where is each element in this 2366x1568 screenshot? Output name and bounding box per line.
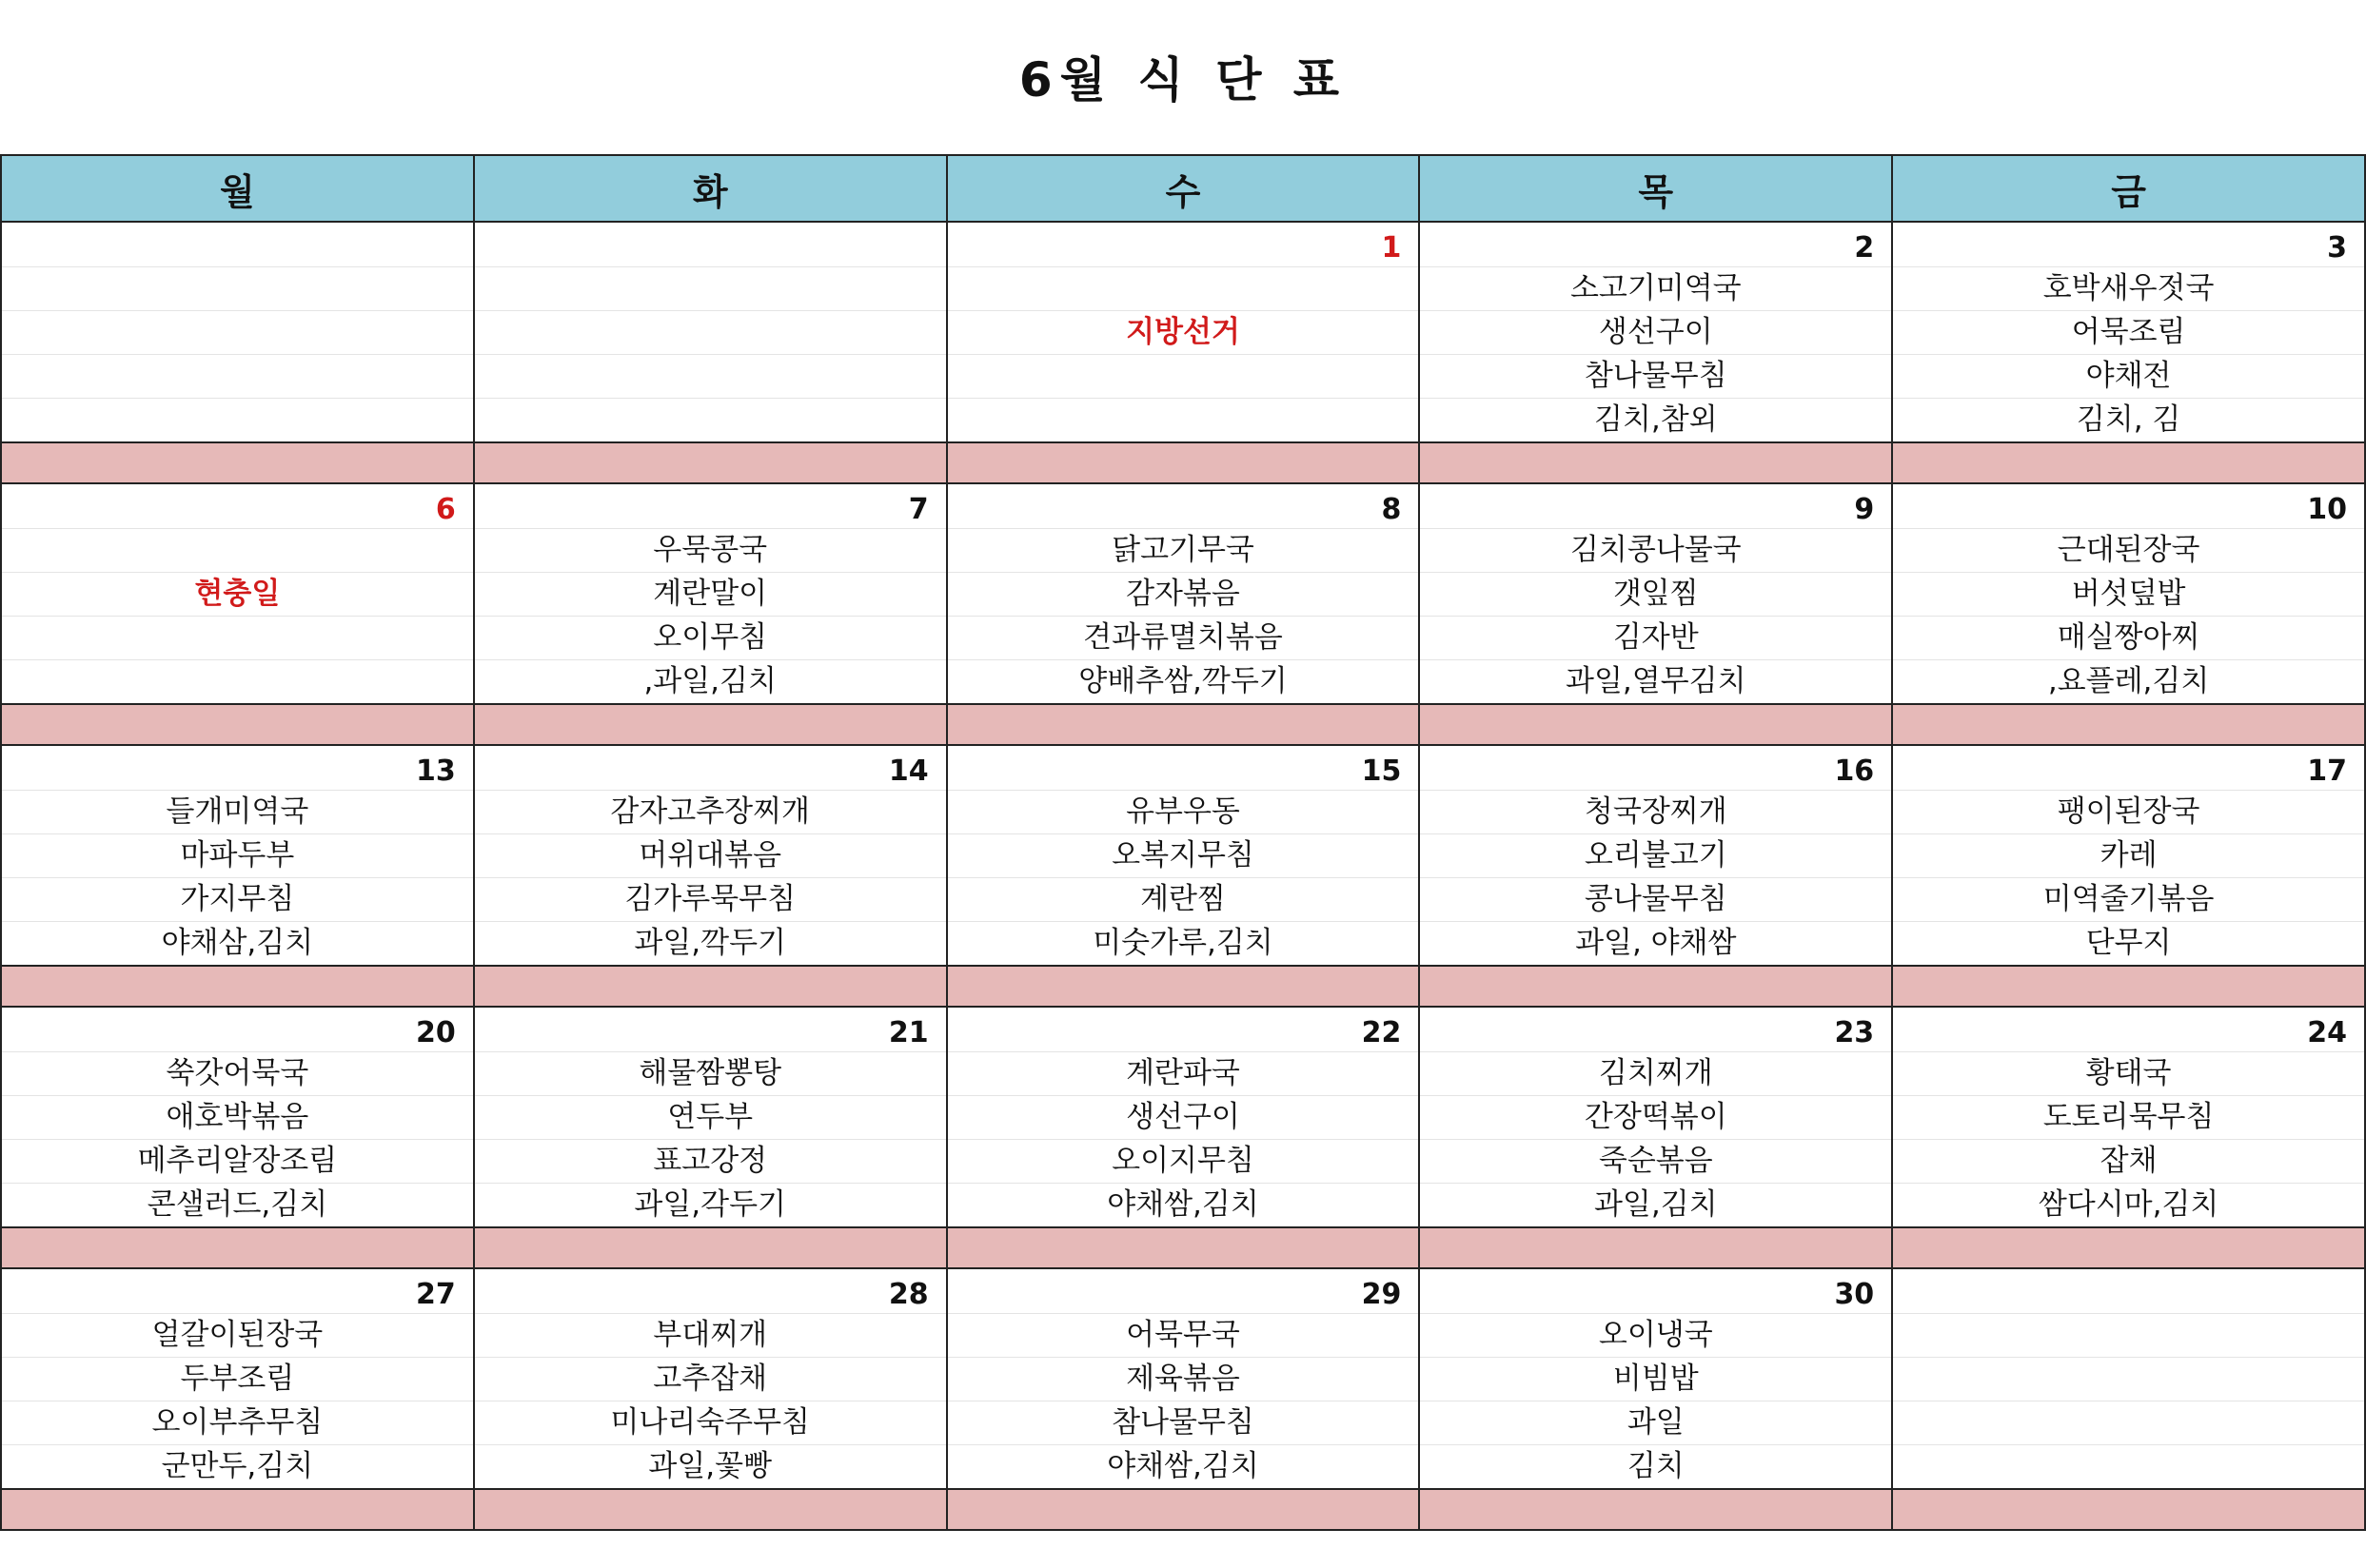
menu-item: 버섯덮밥 [2071, 577, 2186, 611]
week-separator-row [1893, 1226, 2366, 1269]
menu-item: 들개미역국 [166, 794, 309, 829]
menu-item: 고추잡채 [653, 1362, 768, 1396]
day-cell[interactable] [2, 484, 475, 703]
day-cell[interactable] [2, 746, 475, 965]
week-separator-row [948, 441, 1421, 484]
day-cell[interactable] [948, 484, 1421, 703]
day-cell[interactable] [948, 1269, 1421, 1488]
menu-item: 황태국 [2085, 1056, 2172, 1090]
day-number: 10 [2307, 493, 2347, 526]
day-cell[interactable] [1420, 1008, 1893, 1226]
menu-item: 야채쌈,김치 [1107, 1187, 1259, 1222]
menu-list [2, 1313, 473, 1488]
menu-list [1420, 528, 1891, 703]
day-number: 28 [888, 1278, 929, 1311]
week-separator-row [1420, 1226, 1893, 1269]
day-cell[interactable] [948, 223, 1421, 441]
menu-item: 쌈다시마,김치 [2038, 1187, 2219, 1222]
day-number: 15 [1361, 755, 1402, 788]
menu-item: 김치,참외 [1593, 402, 1718, 437]
menu-item: ,요플레,김치 [2047, 664, 2210, 698]
menu-item: 잡채 [2100, 1144, 2158, 1178]
cell-gridline [2, 528, 473, 529]
weekday-header[interactable]: 목 [1420, 156, 1893, 223]
week-separator-row [2, 965, 475, 1008]
day-cell[interactable] [1893, 223, 2366, 441]
menu-item: 해물짬뽕탕 [639, 1056, 782, 1090]
menu-item: 콩나물무침 [1584, 882, 1727, 916]
weekday-header[interactable]: 수 [948, 156, 1421, 223]
menu-item: 김치찌개 [1598, 1056, 1713, 1090]
menu-item: 메추리알장조림 [137, 1144, 338, 1178]
cell-gridline [948, 266, 1419, 267]
menu-item: 군만두,김치 [161, 1449, 314, 1483]
day-cell[interactable] [1893, 1008, 2366, 1226]
menu-list [475, 790, 946, 965]
menu-item: 오이지무침 [1112, 1144, 1254, 1178]
cell-gridline [948, 398, 1419, 399]
menu-item: 김치 [1627, 1449, 1685, 1483]
cell-gridline [475, 354, 946, 355]
menu-list [948, 528, 1419, 703]
menu-item: 갯잎찜 [1612, 577, 1699, 611]
menu-item: 매실짱아찌 [2057, 620, 2200, 655]
menu-list [1893, 1051, 2364, 1226]
week-separator-row [2, 703, 475, 746]
day-number: 6 [435, 493, 456, 526]
meal-calendar-grid [0, 154, 2366, 1531]
menu-list [1893, 266, 2364, 441]
menu-list [475, 528, 946, 703]
menu-item: 오이무침 [653, 620, 768, 655]
week-separator-row [1420, 703, 1893, 746]
week-separator-row [1420, 1488, 1893, 1531]
week-separator-row [2, 1488, 475, 1531]
menu-item: 참나물무침 [1112, 1405, 1254, 1440]
menu-item: 과일,꽃빵 [648, 1449, 773, 1483]
menu-item: 견과류멸치볶음 [1083, 620, 1283, 655]
week-separator-row [2, 1226, 475, 1269]
menu-item: 김가루묵무침 [624, 882, 797, 916]
cell-gridline [2, 310, 473, 311]
day-cell[interactable] [475, 1269, 948, 1488]
week-separator-row [475, 703, 948, 746]
day-cell[interactable] [475, 1008, 948, 1226]
menu-item: 과일 [1627, 1405, 1685, 1440]
day-cell[interactable] [475, 223, 948, 441]
menu-item: 과일,깍두기 [634, 926, 786, 960]
day-cell[interactable] [2, 1269, 475, 1488]
menu-item: 청국장찌개 [1584, 794, 1727, 829]
menu-item: 미역줄기볶음 [2042, 882, 2215, 916]
menu-item: 표고강정 [653, 1144, 768, 1178]
day-number: 8 [1381, 493, 1402, 526]
day-number: 20 [416, 1016, 456, 1049]
menu-item: 마파두부 [180, 838, 295, 872]
day-number: 1 [1381, 231, 1402, 265]
menu-item: 과일,김치 [1593, 1187, 1718, 1222]
menu-list [2, 790, 473, 965]
day-cell[interactable] [1420, 484, 1893, 703]
menu-item: 닭고기무국 [1112, 533, 1254, 567]
menu-item: 단무지 [2085, 926, 2172, 960]
day-cell[interactable] [948, 1008, 1421, 1226]
week-separator-row [948, 1488, 1421, 1531]
menu-item: 두부조림 [180, 1362, 295, 1396]
day-cell[interactable] [948, 746, 1421, 965]
menu-item: 생선구이 [1598, 315, 1713, 349]
menu-item: 얼갈이된장국 [151, 1318, 324, 1352]
menu-item: 비빔밥 [1612, 1362, 1699, 1396]
menu-list [1893, 790, 2364, 965]
cell-gridline [2, 354, 473, 355]
week-separator-row [475, 441, 948, 484]
menu-item: 간장떡볶이 [1584, 1100, 1727, 1134]
blank-sheet-row [0, 1541, 2366, 1568]
week-separator-row [1893, 1488, 2366, 1531]
menu-list [948, 790, 1419, 965]
day-number: 14 [888, 755, 929, 788]
day-number: 7 [908, 493, 929, 526]
day-number: 13 [416, 755, 456, 788]
menu-item: 죽순볶음 [1598, 1144, 1713, 1178]
cell-gridline [948, 354, 1419, 355]
week-separator-row [1893, 441, 2366, 484]
menu-item: 쑥갓어묵국 [166, 1056, 309, 1090]
cell-gridline [475, 266, 946, 267]
menu-list [2, 1051, 473, 1226]
week-separator-row [1420, 965, 1893, 1008]
weekday-header[interactable]: 월 [2, 156, 475, 223]
menu-item: 계란말이 [653, 577, 768, 611]
menu-item: 참나물무침 [1584, 359, 1727, 393]
day-number: 3 [2327, 231, 2347, 265]
menu-item: 계란찜 [1140, 882, 1226, 916]
menu-item: 양배추쌈,깍두기 [1078, 664, 1288, 698]
menu-item: 어묵무국 [1126, 1318, 1240, 1352]
day-cell[interactable] [1893, 1269, 2366, 1488]
menu-item: 호박새우젓국 [2042, 271, 2215, 305]
day-cell[interactable] [1893, 484, 2366, 703]
menu-list [1893, 528, 2364, 703]
weekday-header[interactable]: 화 [475, 156, 948, 223]
menu-item: 어묵조림 [2071, 315, 2186, 349]
menu-list [948, 1313, 1419, 1488]
menu-item: 부대찌개 [653, 1318, 768, 1352]
menu-item: 미나리숙주무침 [610, 1405, 810, 1440]
menu-item: 근대된장국 [2057, 533, 2200, 567]
menu-item: 감자볶음 [1126, 577, 1240, 611]
day-number: 30 [1834, 1278, 1875, 1311]
menu-item: 미숫가루,김치 [1093, 926, 1273, 960]
holiday-label: 지방선거 [1126, 315, 1240, 349]
menu-list [948, 1051, 1419, 1226]
menu-item: 애호박볶음 [166, 1100, 309, 1134]
day-cell[interactable] [475, 746, 948, 965]
cell-gridline [1893, 1313, 2364, 1314]
cell-gridline [2, 398, 473, 399]
menu-item: 머위대볶음 [639, 838, 782, 872]
menu-item: 카레 [2100, 838, 2158, 872]
day-cell[interactable] [2, 223, 475, 441]
menu-item: 제육볶음 [1126, 1362, 1240, 1396]
cell-gridline [1893, 1357, 2364, 1358]
menu-item: 연두부 [667, 1100, 754, 1134]
menu-item: 김치, 김 [2076, 402, 2181, 437]
week-separator-row [948, 703, 1421, 746]
menu-item: 오복지무침 [1112, 838, 1254, 872]
cell-gridline [2, 659, 473, 660]
menu-item: 우묵콩국 [653, 533, 768, 567]
menu-list [1420, 266, 1891, 441]
page-title: 6월 식 단 표 [1018, 52, 1348, 108]
menu-item: 감자고추장찌개 [610, 794, 810, 829]
day-cell[interactable] [1893, 746, 2366, 965]
day-number: 23 [1834, 1016, 1875, 1049]
cell-gridline [2, 616, 473, 617]
day-number: 29 [1361, 1278, 1402, 1311]
day-cell[interactable] [1420, 746, 1893, 965]
menu-item: 유부우동 [1126, 794, 1240, 829]
week-separator-row [1893, 703, 2366, 746]
week-separator-row [948, 1226, 1421, 1269]
week-separator-row [948, 965, 1421, 1008]
menu-item: 오이냉국 [1598, 1318, 1713, 1352]
menu-item: 과일, 야채쌈 [1575, 926, 1737, 960]
menu-item: 과일,각두기 [634, 1187, 786, 1222]
holiday-label: 현충일 [194, 577, 281, 611]
day-number: 17 [2307, 755, 2347, 788]
day-cell[interactable] [475, 484, 948, 703]
day-cell[interactable] [2, 1008, 475, 1226]
menu-list [475, 1051, 946, 1226]
cell-gridline [1893, 1444, 2364, 1445]
menu-item: 김치콩나물국 [1569, 533, 1742, 567]
menu-item: 오리불고기 [1584, 838, 1727, 872]
week-separator-row [1893, 965, 2366, 1008]
menu-item: 생선구이 [1126, 1100, 1240, 1134]
menu-item: 김자반 [1612, 620, 1699, 655]
menu-list [1420, 790, 1891, 965]
menu-item: 가지무침 [180, 882, 295, 916]
menu-item: 계란파국 [1126, 1056, 1240, 1090]
day-number: 9 [1854, 493, 1875, 526]
menu-item: ,과일,김치 [643, 664, 777, 698]
day-cell[interactable] [1420, 1269, 1893, 1488]
menu-list [1420, 1313, 1891, 1488]
menu-item: 야채전 [2085, 359, 2172, 393]
week-separator-row [475, 1488, 948, 1531]
menu-item: 도토리묵무침 [2042, 1100, 2215, 1134]
menu-item: 소고기미역국 [1569, 271, 1742, 305]
day-number: 21 [888, 1016, 929, 1049]
day-number: 27 [416, 1278, 456, 1311]
day-number: 16 [1834, 755, 1875, 788]
day-number: 22 [1361, 1016, 1402, 1049]
week-separator-row [475, 1226, 948, 1269]
week-separator-row [1420, 441, 1893, 484]
menu-item: 과일,열무김치 [1566, 664, 1746, 698]
day-number: 24 [2307, 1016, 2347, 1049]
menu-list [475, 1313, 946, 1488]
cell-gridline [475, 310, 946, 311]
week-separator-row [475, 965, 948, 1008]
menu-item: 야채삼,김치 [161, 926, 314, 960]
week-separator-row [2, 441, 475, 484]
cell-gridline [475, 398, 946, 399]
menu-item: 야채쌈,김치 [1107, 1449, 1259, 1483]
menu-item: 오이부추무침 [151, 1405, 324, 1440]
menu-item: 콘샐러드,김치 [147, 1187, 328, 1222]
cell-gridline [2, 266, 473, 267]
menu-item: 팽이된장국 [2057, 794, 2200, 829]
day-number: 2 [1854, 231, 1875, 265]
menu-list [1420, 1051, 1891, 1226]
day-cell[interactable] [1420, 223, 1893, 441]
weekday-header[interactable]: 금 [1893, 156, 2366, 223]
